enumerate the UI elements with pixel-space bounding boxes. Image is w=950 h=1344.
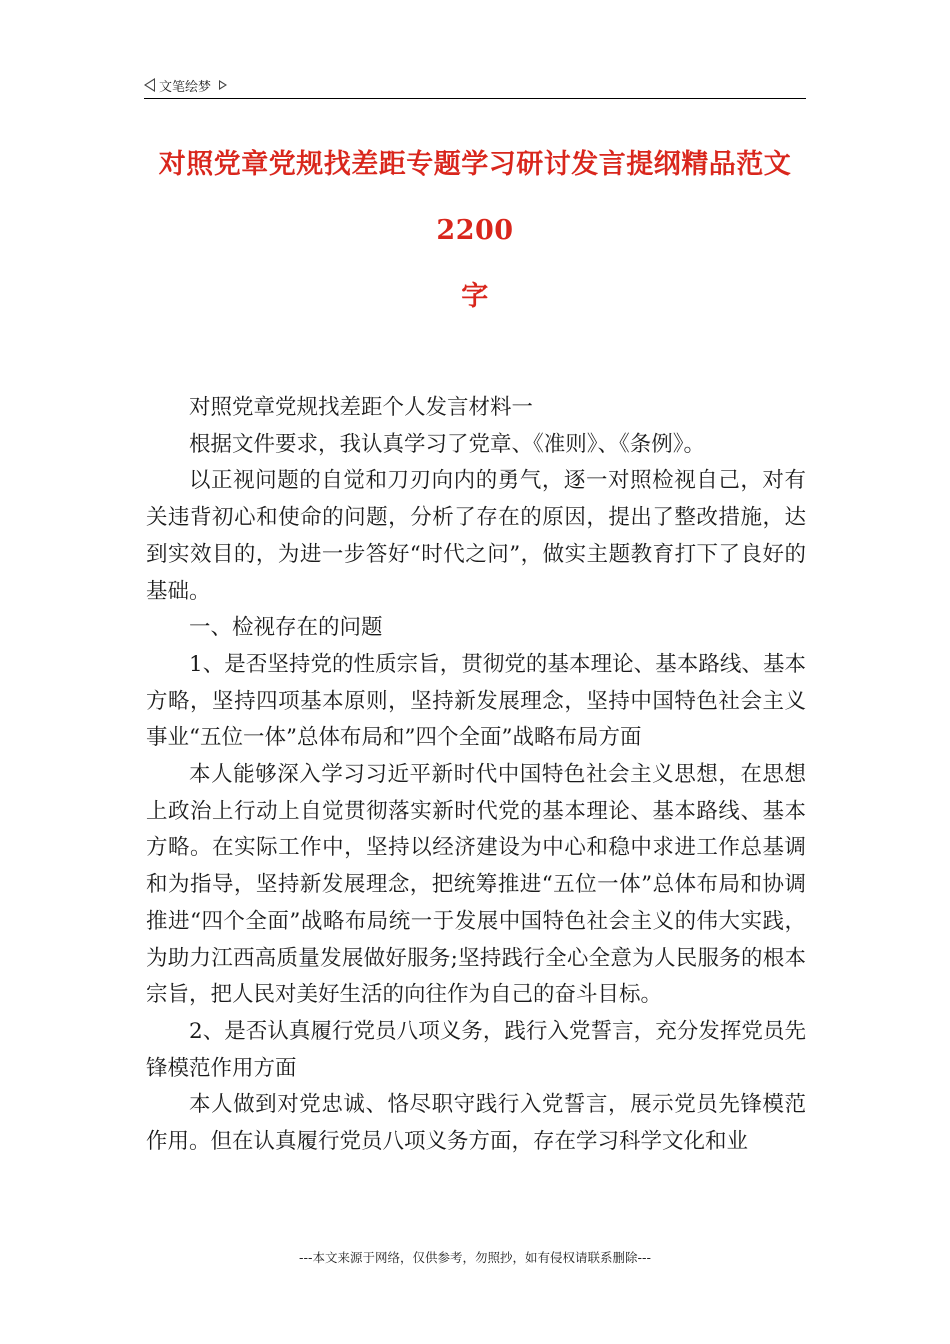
section-heading: 一、检视存在的问题 — [189, 615, 383, 641]
title-line-1: 对照党章党规找差距专题学习研讨发言提纲精品范文 2200 — [158, 149, 792, 246]
triangle-left-icon — [144, 78, 155, 92]
header-brand: 文笔绘梦 — [159, 79, 212, 95]
page-footer: ---本文来源于网络，仅供参考，勿照抄，如有侵权请联系删除--- — [298, 1250, 652, 1265]
paragraph: 以正视问题的自觉和刀刃向内的勇气，逐一对照检视自己，对有关违背初心和使命的问题，分析了存在的原因，提出了整改措施，达到实效目的，为进一步答好“时代之问”，做实主题教育打下了良好的基础。 — [146, 468, 806, 604]
paragraph: 1、是否坚持党的性质宗旨，贯彻党的基本理论、基本路线、基本方略，坚持四项基本原则，坚持新发展理念，坚持中国特色社会主义事业“五位一体”总体布局和”四个全面”战略布局方面 — [146, 651, 806, 751]
triangle-right-icon — [219, 80, 227, 90]
paragraph: 本人做到对党忠诚、恪尽职守践行入党誓言，展示党员先锋模范作用。但在认真履行党员八项义务方面，存在学习科学文化和业 — [146, 1092, 806, 1155]
document-body — [146, 390, 806, 1161]
title-line-2: 字 — [461, 281, 489, 312]
paragraph: 本人能够深入学习习近平新时代中国特色社会主义思想，在思想上政治上行动上自觉贯彻落实新时代党的基本理论、基本路线、基本方略。在实际工作中，坚持以经济建设为中心和稳中求进工作总基调和为指导，坚持新发展理念，把统筹推进“五位一体”总体布局和协调推进“四个全面”战略布局统一于发展中国特色社会主义的伟大实践，为助力江西高质量发展做好服务;坚持践行全心全意为人民服务的根本宗旨，把人民对美好生活的向往作为自己的奋斗目标。 — [146, 762, 806, 1008]
paragraph: 根据文件要求，我认真学习了党章、《准则》、《条例》。 — [189, 431, 706, 457]
document-title — [130, 132, 820, 330]
paragraph-heading: 对照党章党规找差距个人发言材料一 — [189, 395, 534, 420]
page-header — [144, 72, 806, 99]
paragraph: 2、是否认真履行党员八项义务，践行入党誓言，充分发挥党员先锋模范作用方面 — [146, 1018, 806, 1081]
